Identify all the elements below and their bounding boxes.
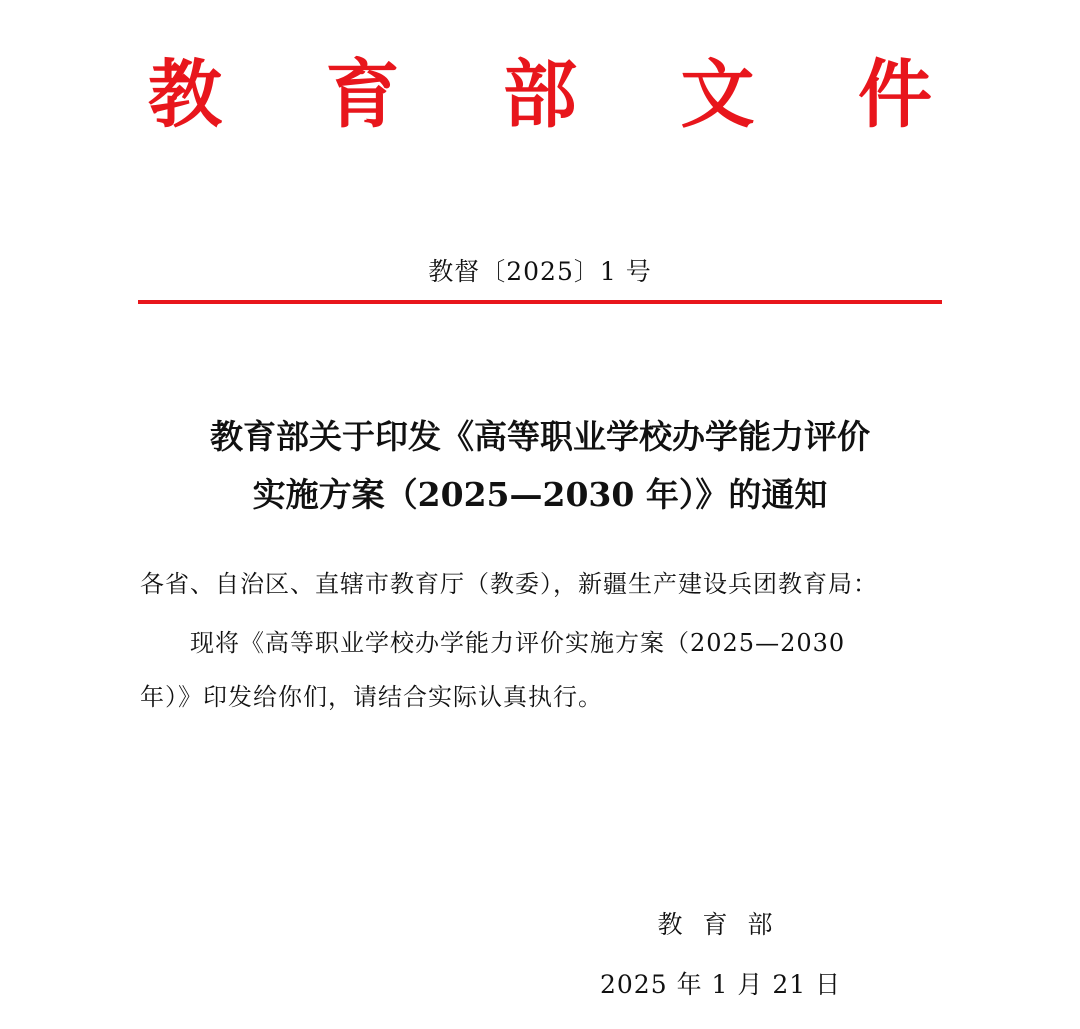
- body-paragraph: [140, 616, 940, 724]
- header-char-5: 件: [858, 52, 932, 138]
- header-char-3: 部: [503, 52, 577, 138]
- title-line-2: 实施方案（2025—2030 年）》的通知: [252, 475, 828, 514]
- title-line-1: 教育部关于印发《高等职业学校办学能力评价: [210, 417, 870, 456]
- signature-org: 教育部: [657, 910, 793, 939]
- signature-date: 2025 年 1 月 21 日: [600, 970, 842, 999]
- body-line-2: 年）》印发给你们，请结合实际认真执行。: [140, 683, 603, 711]
- document-header: [140, 40, 940, 150]
- document-number: 教督〔2025〕1 号: [428, 257, 652, 286]
- document-title: [100, 408, 980, 524]
- red-divider-line: [138, 300, 942, 304]
- addressee: 各省、自治区、直辖市教育厅（教委），新疆生产建设兵团教育局：: [140, 570, 878, 598]
- signature-block: [600, 905, 842, 1001]
- body-line-1: 现将《高等职业学校办学能力评价实施方案（2025—2030: [190, 629, 846, 657]
- header-char-2: 育: [325, 52, 400, 138]
- header-char-1: 教: [148, 52, 222, 138]
- header-char-4: 文: [680, 52, 755, 138]
